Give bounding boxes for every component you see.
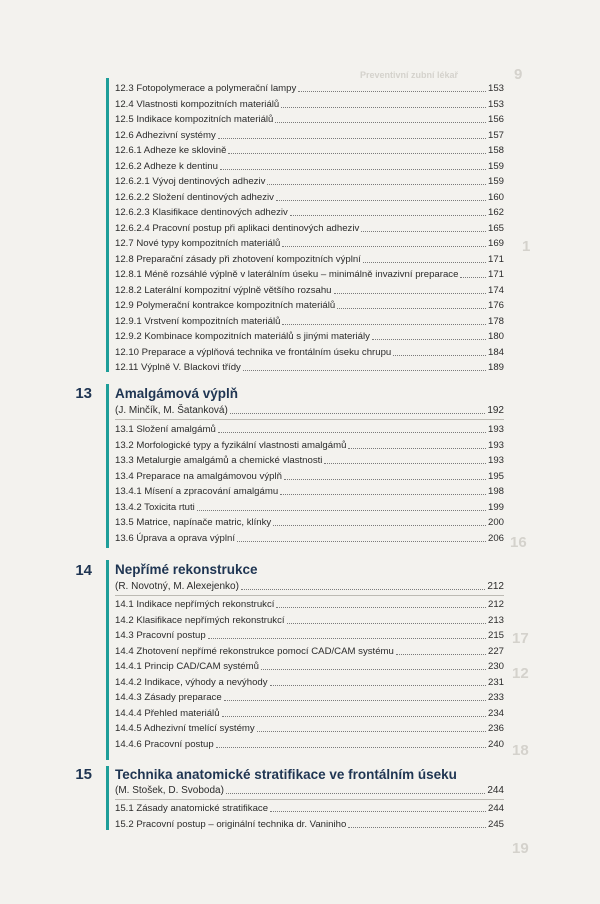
toc-entry[interactable]: 14.4.5 Adhezivní tmelící systémy 236	[115, 723, 504, 734]
toc-entry[interactable]: 15.1 Zásady anatomické stratifikace 244	[115, 803, 504, 814]
chapter-number: 15	[75, 766, 92, 783]
bleed-through-heading: Preventivní zubní lékař	[360, 70, 459, 80]
chapter-divider	[115, 595, 504, 596]
toc-entry[interactable]: 13.4.2 Toxicita rtuti 199	[115, 501, 504, 513]
chapter-13-accent-bar	[106, 384, 109, 548]
bleed-through-17: 17	[512, 630, 529, 647]
chapter-divider	[115, 799, 504, 800]
toc-entry[interactable]: 12.9 Polymerační kontrakce kompozitních materiálů 176	[115, 300, 504, 311]
chapter-authors[interactable]: (R. Novotný, M. Alexejenko) 212	[115, 581, 504, 592]
toc-entry[interactable]: 12.6.1 Adheze ke sklovině 158	[115, 145, 504, 156]
toc-entry[interactable]: 12.6.2.3 Klasifikace dentinových adheziv 162	[115, 207, 504, 218]
bleed-through-12: 12	[512, 665, 529, 682]
toc-entry[interactable]: 12.4 Vlastnosti kompozitních materiálů 153	[115, 98, 504, 110]
toc-entry[interactable]: 13.3 Metalurgie amalgámů a chemické vlastnosti 193	[115, 455, 504, 466]
bleed-through-16: 16	[510, 534, 527, 551]
chapter-title[interactable]: Amalgámová výplň	[115, 386, 239, 401]
chapter-title[interactable]: Technika anatomické stratifikace ve frontálním úseku	[115, 767, 457, 782]
toc-entry[interactable]: 12.10 Preparace a výplňová technika ve frontálním úseku chrupu 184	[115, 346, 504, 358]
toc-entry[interactable]: 12.3 Fotopolymerace a polymerační lampy 153	[115, 83, 504, 94]
toc-entry[interactable]: 13.4.1 Mísení a zpracování amalgámu 198	[115, 486, 504, 497]
chapter-authors[interactable]: (J. Minčík, M. Šatanková) 192	[115, 405, 504, 416]
toc-entry[interactable]: 14.4.1 Princip CAD/CAM systémů 230	[115, 661, 504, 672]
chapter-number: 14	[75, 562, 92, 579]
toc-entry[interactable]: 14.2 Klasifikace nepřímých rekonstrukcí 213	[115, 614, 504, 626]
toc-entry[interactable]: 12.6.2 Adheze k dentinu 159	[115, 160, 504, 172]
toc-entry[interactable]: 12.8 Preparační zásady při zhotovení kompozitních výplní 171	[115, 253, 504, 265]
chapter-number: 13	[75, 385, 92, 402]
chapter-15-accent-bar	[106, 766, 109, 830]
toc-entry[interactable]: 13.5 Matrice, napínače matric, klínky 200	[115, 517, 504, 528]
toc-entry[interactable]: 14.4.2 Indikace, výhody a nevýhody 231	[115, 676, 504, 688]
toc-entry[interactable]: 12.6.2.1 Vývoj dentinových adheziv 159	[115, 176, 504, 187]
chapter-authors[interactable]: (M. Stošek, D. Svoboda) 244	[115, 785, 504, 796]
chapter-12-accent-bar	[106, 78, 109, 372]
bleed-through-1: 1	[522, 238, 531, 255]
bleed-through-18: 18	[512, 742, 529, 759]
toc-entry[interactable]: 12.11 Výplně V. Blackovi třídy 189	[115, 362, 504, 373]
toc-entry[interactable]: 13.1 Složení amalgámů 193	[115, 424, 504, 435]
toc-entry[interactable]: 13.6 Úprava a oprava výplní 206	[115, 532, 504, 544]
chapter-divider	[115, 419, 504, 420]
toc-entry[interactable]: 13.2 Morfologické typy a fyzikální vlastnosti amalgámů 193	[115, 439, 504, 451]
toc-entry[interactable]: 12.9.2 Kombinace kompozitních materiálů s jinými materiály 180	[115, 331, 504, 342]
toc-entry[interactable]: 12.8.2 Laterální kompozitní výplně většího rozsahu 174	[115, 284, 504, 296]
toc-entry[interactable]: 12.7 Nové typy kompozitních materiálů 169	[115, 238, 504, 249]
toc-entry[interactable]: 12.6.2.2 Složení dentinových adheziv 160	[115, 191, 504, 203]
toc-entry[interactable]: 14.4.3 Zásady preparace 233	[115, 692, 504, 703]
bleed-through-9: 9	[514, 66, 523, 83]
bleed-through-19: 19	[512, 840, 529, 857]
toc-entry[interactable]: 12.5 Indikace kompozitních materiálů 156	[115, 114, 504, 125]
toc-entry[interactable]: 14.3 Pracovní postup 215	[115, 630, 504, 641]
toc-entry[interactable]: 13.4 Preparace na amalgámovou výplň 195	[115, 470, 504, 482]
toc-entry[interactable]: 15.2 Pracovní postup – originální technika dr. Vaniniho 245	[115, 818, 504, 830]
toc-entry[interactable]: 12.9.1 Vrstvení kompozitních materiálů 178	[115, 315, 504, 327]
toc-entry[interactable]: 14.1 Indikace nepřímých rekonstrukcí 212	[115, 599, 504, 610]
toc-entry[interactable]: 12.6.2.4 Pracovní postup při aplikaci dentinových adheziv 165	[115, 222, 504, 234]
chapter-14-accent-bar	[106, 560, 109, 760]
toc-entry[interactable]: 14.4.4 Přehled materiálů 234	[115, 707, 504, 719]
toc-entry[interactable]: 12.8.1 Méně rozsáhlé výplně v laterálním úseku – minimálně invazivní preparace 171	[115, 269, 504, 280]
toc-entry[interactable]: 12.6 Adhezivní systémy 157	[115, 129, 504, 141]
chapter-title[interactable]: Nepřímé rekonstrukce	[115, 562, 258, 577]
toc-entry[interactable]: 14.4 Zhotovení nepřímé rekonstrukce pomocí CAD/CAM systému 227	[115, 645, 504, 657]
toc-entry[interactable]: 14.4.6 Pracovní postup 240	[115, 738, 504, 750]
